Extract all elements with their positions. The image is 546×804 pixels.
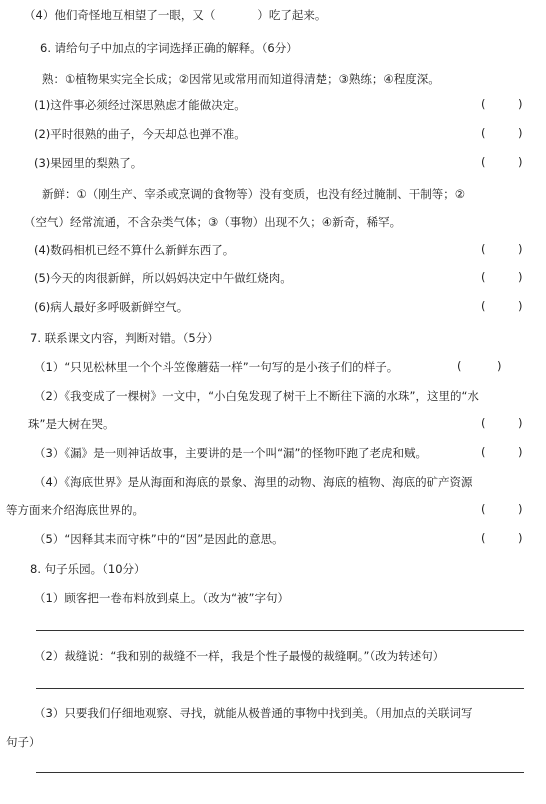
q7-item-1: （1）“只见松林里一个个斗笠像蘑菇一样”一句写的是小孩子们的样子。 bbox=[34, 360, 399, 374]
q7-item-3: （3）《漏》是一则神话故事，主要讲的是一个叫“漏”的怪物吓跑了老虎和贼。 bbox=[34, 446, 427, 460]
q6-item-2: (2)平时很熟的曲子，今天却总也弹不准。 bbox=[34, 127, 246, 141]
answer-paren-close: ) bbox=[518, 97, 523, 111]
answer-paren-open: ( bbox=[481, 270, 486, 284]
q7-item-4-line-1: （4）《海底世界》是从海面和海底的景象、海里的动物、海底的植物、海底的矿产资源 bbox=[34, 475, 473, 489]
q7-item-2-line-2: 珠”是大树在哭。 bbox=[28, 417, 115, 431]
q7-heading: 7. 联系课文内容，判断对错。（5分） bbox=[30, 331, 219, 345]
answer-paren-open: ( bbox=[481, 531, 486, 545]
answer-paren-open: ( bbox=[481, 416, 486, 430]
q7-item-2-line-1: （2）《我变成了一棵树》一文中，“小白兔发现了树干上不断往下滴的水珠”，这里的“水 bbox=[34, 389, 479, 403]
q7-item-5: （5）“因释其耒而守株”中的“因”是因此的意思。 bbox=[34, 532, 284, 546]
q6-heading: 6. 请给句子中加点的字词选择正确的解释。（6分） bbox=[40, 41, 298, 55]
answer-paren-open: ( bbox=[481, 242, 486, 256]
answer-paren-close: ) bbox=[518, 242, 523, 256]
answer-paren-close: ) bbox=[518, 299, 523, 313]
answer-paren-close: ) bbox=[518, 270, 523, 284]
answer-paren-close: ) bbox=[518, 502, 523, 516]
q8-item-2: （2）裁缝说：“我和别的裁缝不一样，我是个性子最慢的裁缝啊。”（改为转述句） bbox=[34, 649, 445, 663]
answer-paren-open: ( bbox=[481, 155, 486, 169]
q6-item-6: (6)病人最好多呼吸新鲜空气。 bbox=[34, 300, 189, 314]
answer-paren-open: ( bbox=[481, 502, 486, 516]
q6-item-3: (3)果园里的梨熟了。 bbox=[34, 156, 143, 170]
answer-line[interactable] bbox=[36, 688, 524, 689]
answer-paren-open: ( bbox=[481, 97, 486, 111]
q5-item-4-post: ）吃了起来。 bbox=[257, 8, 327, 22]
q8-item-3-line-1: （3）只要我们仔细地观察、寻找，就能从极普通的事物中找到美。（用加点的关联词写 bbox=[34, 706, 473, 720]
q7-item-4-line-2: 等方面来介绍海底世界的。 bbox=[6, 503, 144, 517]
answer-paren-open: ( bbox=[481, 299, 486, 313]
q6-shu-definitions: 熟：①植物果实完全长成；②因常见或常用而知道得清楚；③熟练；④程度深。 bbox=[42, 72, 440, 86]
answer-paren-open: ( bbox=[457, 359, 462, 373]
q8-item-3-line-2: 句子） bbox=[6, 735, 41, 749]
answer-paren-open: ( bbox=[481, 445, 486, 459]
q6-xinxian-definitions-line-1: 新鲜：①（刚生产、宰杀或烹调的食物等）没有变质，也没有经过腌制、干制等；② bbox=[42, 187, 466, 201]
q6-xinxian-definitions-line-2: （空气）经常流通，不含杂类气体；③（事物）出现不久；④新奇，稀罕。 bbox=[24, 215, 402, 229]
q6-item-4: (4)数码相机已经不算什么新鲜东西了。 bbox=[34, 243, 235, 257]
answer-paren-close: ) bbox=[518, 416, 523, 430]
answer-paren-close: ) bbox=[518, 531, 523, 545]
q8-heading: 8. 句子乐园。（10分） bbox=[30, 562, 146, 576]
q6-item-5: (5)今天的肉很新鲜，所以妈妈决定中午做红烧肉。 bbox=[34, 271, 292, 285]
answer-line[interactable] bbox=[36, 772, 524, 773]
q8-item-1: （1）顾客把一卷布料放到桌上。（改为“被”字句） bbox=[34, 591, 289, 605]
answer-paren-open: ( bbox=[481, 126, 486, 140]
answer-line[interactable] bbox=[36, 630, 524, 631]
q5-item-4-pre: （4）他们奇怪地互相望了一眼，又（ bbox=[24, 8, 216, 22]
answer-paren-close: ) bbox=[518, 445, 523, 459]
answer-paren-close: ) bbox=[518, 155, 523, 169]
answer-paren-close: ) bbox=[497, 359, 502, 373]
answer-paren-close: ) bbox=[518, 126, 523, 140]
q6-item-1: (1)这件事必须经过深思熟虑才能做决定。 bbox=[34, 98, 246, 112]
q5-item-4 bbox=[24, 7, 326, 23]
